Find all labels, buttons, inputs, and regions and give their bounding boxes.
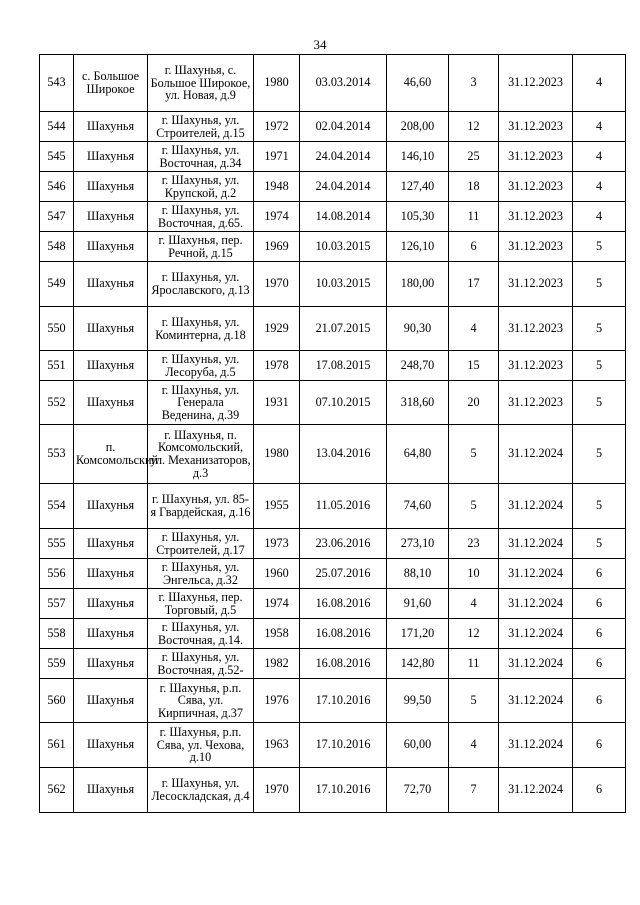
area-cell: 99,50 (387, 679, 449, 723)
table-row (40, 559, 626, 589)
resettlement-deadline-cell: 31.12.2024 (499, 529, 573, 559)
resettlement-deadline-cell: 31.12.2024 (499, 768, 573, 813)
recognition-date-cell: 14.08.2014 (300, 202, 387, 232)
residents-cell: 11 (449, 649, 499, 679)
residents-cell: 3 (449, 55, 499, 112)
build-year-cell: 1960 (254, 559, 300, 589)
residents-cell: 12 (449, 112, 499, 142)
area-cell: 142,80 (387, 649, 449, 679)
area-cell: 208,00 (387, 112, 449, 142)
row-number-cell: 544 (40, 112, 74, 142)
table-row (40, 425, 626, 484)
program-stage-cell: 4 (573, 142, 626, 172)
table-row (40, 723, 626, 768)
table-row (40, 589, 626, 619)
table-row (40, 307, 626, 351)
program-stage-cell: 6 (573, 649, 626, 679)
resettlement-deadline-cell: 31.12.2024 (499, 723, 573, 768)
table-row (40, 112, 626, 142)
settlement-cell: Шахунья (74, 172, 148, 202)
settlement-cell: Шахунья (74, 262, 148, 307)
address-cell: г. Шахунья, с. Большое Широкое, ул. Новая, д.9 (148, 55, 254, 112)
table-row (40, 142, 626, 172)
resettlement-deadline-cell: 31.12.2023 (499, 351, 573, 381)
build-year-cell: 1971 (254, 142, 300, 172)
program-stage-cell: 6 (573, 619, 626, 649)
table-row (40, 484, 626, 529)
resettlement-deadline-cell: 31.12.2024 (499, 425, 573, 484)
recognition-date-cell: 11.05.2016 (300, 484, 387, 529)
recognition-date-cell: 24.04.2014 (300, 142, 387, 172)
address-cell: г. Шахунья, пер. Речной, д.15 (148, 232, 254, 262)
area-cell: 146,10 (387, 142, 449, 172)
program-stage-cell: 4 (573, 112, 626, 142)
settlement-cell: Шахунья (74, 529, 148, 559)
resettlement-deadline-cell: 31.12.2023 (499, 381, 573, 425)
resettlement-deadline-cell: 31.12.2023 (499, 142, 573, 172)
address-cell: г. Шахунья, пер. Торговый, д.5 (148, 589, 254, 619)
table-row (40, 262, 626, 307)
settlement-cell: Шахунья (74, 649, 148, 679)
row-number-cell: 546 (40, 172, 74, 202)
recognition-date-cell: 03.03.2014 (300, 55, 387, 112)
area-cell: 90,30 (387, 307, 449, 351)
recognition-date-cell: 02.04.2014 (300, 112, 387, 142)
recognition-date-cell: 21.07.2015 (300, 307, 387, 351)
table-row (40, 381, 626, 425)
row-number-cell: 558 (40, 619, 74, 649)
resettlement-deadline-cell: 31.12.2024 (499, 619, 573, 649)
recognition-date-cell: 10.03.2015 (300, 232, 387, 262)
table-row (40, 351, 626, 381)
row-number-cell: 555 (40, 529, 74, 559)
settlement-cell: Шахунья (74, 351, 148, 381)
table-row (40, 202, 626, 232)
residents-cell: 25 (449, 142, 499, 172)
row-number-cell: 543 (40, 55, 74, 112)
program-stage-cell: 6 (573, 768, 626, 813)
table-body (40, 55, 626, 813)
build-year-cell: 1980 (254, 55, 300, 112)
resettlement-deadline-cell: 31.12.2024 (499, 559, 573, 589)
build-year-cell: 1974 (254, 589, 300, 619)
build-year-cell: 1931 (254, 381, 300, 425)
resettlement-deadline-cell: 31.12.2023 (499, 202, 573, 232)
residents-cell: 5 (449, 484, 499, 529)
residents-cell: 20 (449, 381, 499, 425)
address-cell: г. Шахунья, ул. Лесоруба, д.5 (148, 351, 254, 381)
address-cell: г. Шахунья, ул. Восточная, д.34 (148, 142, 254, 172)
program-stage-cell: 5 (573, 381, 626, 425)
table-row (40, 55, 626, 112)
resettlement-deadline-cell: 31.12.2023 (499, 112, 573, 142)
address-cell: г. Шахунья, ул. Энгельса, д.32 (148, 559, 254, 589)
resettlement-deadline-cell: 31.12.2023 (499, 307, 573, 351)
recognition-date-cell: 17.08.2015 (300, 351, 387, 381)
residents-cell: 4 (449, 723, 499, 768)
build-year-cell: 1982 (254, 649, 300, 679)
settlement-cell: Шахунья (74, 768, 148, 813)
row-number-cell: 557 (40, 589, 74, 619)
address-cell: г. Шахунья, р.п. Сява, ул. Чехова, д.10 (148, 723, 254, 768)
residents-cell: 4 (449, 589, 499, 619)
table-row (40, 529, 626, 559)
table-row (40, 768, 626, 813)
area-cell: 64,80 (387, 425, 449, 484)
resettlement-deadline-cell: 31.12.2023 (499, 172, 573, 202)
row-number-cell: 559 (40, 649, 74, 679)
residents-cell: 12 (449, 619, 499, 649)
build-year-cell: 1955 (254, 484, 300, 529)
program-stage-cell: 5 (573, 232, 626, 262)
residents-cell: 23 (449, 529, 499, 559)
settlement-cell: Шахунья (74, 679, 148, 723)
address-cell: г. Шахунья, ул. 85-я Гвардейская, д.16 (148, 484, 254, 529)
recognition-date-cell: 24.04.2014 (300, 172, 387, 202)
address-cell: г. Шахунья, п. Комсомольский, ул. Механизаторов, д.3 (148, 425, 254, 484)
recognition-date-cell: 16.08.2016 (300, 589, 387, 619)
area-cell: 91,60 (387, 589, 449, 619)
settlement-cell: Шахунья (74, 619, 148, 649)
residents-cell: 15 (449, 351, 499, 381)
table-row (40, 172, 626, 202)
address-cell: г. Шахунья, ул. Крупской, д.2 (148, 172, 254, 202)
program-stage-cell: 4 (573, 172, 626, 202)
program-stage-cell: 5 (573, 307, 626, 351)
row-number-cell: 551 (40, 351, 74, 381)
residents-cell: 5 (449, 425, 499, 484)
area-cell: 273,10 (387, 529, 449, 559)
row-number-cell: 562 (40, 768, 74, 813)
settlement-cell: Шахунья (74, 484, 148, 529)
area-cell: 74,60 (387, 484, 449, 529)
settlement-cell: Шахунья (74, 381, 148, 425)
resettlement-deadline-cell: 31.12.2024 (499, 484, 573, 529)
address-cell: г. Шахунья, ул. Лесоскладская, д.4 (148, 768, 254, 813)
housing-registry-table (39, 54, 626, 813)
build-year-cell: 1974 (254, 202, 300, 232)
build-year-cell: 1948 (254, 172, 300, 202)
row-number-cell: 560 (40, 679, 74, 723)
build-year-cell: 1969 (254, 232, 300, 262)
build-year-cell: 1972 (254, 112, 300, 142)
settlement-cell: с. Большое Широкое (74, 55, 148, 112)
page-number: 34 (313, 37, 327, 52)
area-cell: 105,30 (387, 202, 449, 232)
program-stage-cell: 6 (573, 589, 626, 619)
settlement-cell: Шахунья (74, 559, 148, 589)
residents-cell: 4 (449, 307, 499, 351)
resettlement-deadline-cell: 31.12.2024 (499, 649, 573, 679)
address-cell: г. Шахунья, ул. Строителей, д.15 (148, 112, 254, 142)
residents-cell: 11 (449, 202, 499, 232)
settlement-cell: Шахунья (74, 232, 148, 262)
build-year-cell: 1980 (254, 425, 300, 484)
resettlement-deadline-cell: 31.12.2023 (499, 55, 573, 112)
program-stage-cell: 6 (573, 559, 626, 589)
settlement-cell: Шахунья (74, 112, 148, 142)
settlement-cell: Шахунья (74, 202, 148, 232)
residents-cell: 7 (449, 768, 499, 813)
row-number-cell: 547 (40, 202, 74, 232)
program-stage-cell: 4 (573, 55, 626, 112)
resettlement-deadline-cell: 31.12.2024 (499, 589, 573, 619)
program-stage-cell: 6 (573, 723, 626, 768)
settlement-cell: Шахунья (74, 307, 148, 351)
recognition-date-cell: 17.10.2016 (300, 679, 387, 723)
program-stage-cell: 5 (573, 262, 626, 307)
build-year-cell: 1958 (254, 619, 300, 649)
area-cell: 180,00 (387, 262, 449, 307)
area-cell: 126,10 (387, 232, 449, 262)
build-year-cell: 1963 (254, 723, 300, 768)
settlement-cell: Шахунья (74, 589, 148, 619)
area-cell: 171,20 (387, 619, 449, 649)
area-cell: 248,70 (387, 351, 449, 381)
resettlement-deadline-cell: 31.12.2024 (499, 679, 573, 723)
recognition-date-cell: 17.10.2016 (300, 768, 387, 813)
residents-cell: 5 (449, 679, 499, 723)
table-row (40, 679, 626, 723)
area-cell: 318,60 (387, 381, 449, 425)
settlement-cell: Шахунья (74, 723, 148, 768)
settlement-cell: п. Комсомольский (74, 425, 148, 484)
table-row (40, 619, 626, 649)
residents-cell: 17 (449, 262, 499, 307)
program-stage-cell: 6 (573, 679, 626, 723)
program-stage-cell: 5 (573, 529, 626, 559)
residents-cell: 6 (449, 232, 499, 262)
address-cell: г. Шахунья, р.п. Сява, ул. Кирпичная, д.37 (148, 679, 254, 723)
table-row (40, 649, 626, 679)
build-year-cell: 1970 (254, 262, 300, 307)
area-cell: 88,10 (387, 559, 449, 589)
recognition-date-cell: 17.10.2016 (300, 723, 387, 768)
address-cell: г. Шахунья, ул. Коминтерна, д.18 (148, 307, 254, 351)
row-number-cell: 549 (40, 262, 74, 307)
recognition-date-cell: 25.07.2016 (300, 559, 387, 589)
table-row (40, 232, 626, 262)
program-stage-cell: 5 (573, 425, 626, 484)
resettlement-deadline-cell: 31.12.2023 (499, 232, 573, 262)
row-number-cell: 550 (40, 307, 74, 351)
row-number-cell: 552 (40, 381, 74, 425)
settlement-cell: Шахунья (74, 142, 148, 172)
address-cell: г. Шахунья, ул. Восточная, д.52- (148, 649, 254, 679)
recognition-date-cell: 07.10.2015 (300, 381, 387, 425)
recognition-date-cell: 23.06.2016 (300, 529, 387, 559)
area-cell: 46,60 (387, 55, 449, 112)
recognition-date-cell: 13.04.2016 (300, 425, 387, 484)
address-cell: г. Шахунья, ул. Восточная, д.14. (148, 619, 254, 649)
row-number-cell: 561 (40, 723, 74, 768)
residents-cell: 18 (449, 172, 499, 202)
address-cell: г. Шахунья, ул. Генерала Веденина, д.39 (148, 381, 254, 425)
address-cell: г. Шахунья, ул. Восточная, д.65. (148, 202, 254, 232)
build-year-cell: 1929 (254, 307, 300, 351)
address-cell: г. Шахунья, ул. Строителей, д.17 (148, 529, 254, 559)
resettlement-deadline-cell: 31.12.2023 (499, 262, 573, 307)
recognition-date-cell: 10.03.2015 (300, 262, 387, 307)
area-cell: 60,00 (387, 723, 449, 768)
program-stage-cell: 4 (573, 202, 626, 232)
build-year-cell: 1973 (254, 529, 300, 559)
area-cell: 127,40 (387, 172, 449, 202)
address-cell: г. Шахунья, ул. Ярославского, д.13 (148, 262, 254, 307)
row-number-cell: 553 (40, 425, 74, 484)
recognition-date-cell: 16.08.2016 (300, 619, 387, 649)
row-number-cell: 556 (40, 559, 74, 589)
build-year-cell: 1970 (254, 768, 300, 813)
program-stage-cell: 5 (573, 351, 626, 381)
row-number-cell: 554 (40, 484, 74, 529)
row-number-cell: 548 (40, 232, 74, 262)
area-cell: 72,70 (387, 768, 449, 813)
recognition-date-cell: 16.08.2016 (300, 649, 387, 679)
row-number-cell: 545 (40, 142, 74, 172)
residents-cell: 10 (449, 559, 499, 589)
build-year-cell: 1976 (254, 679, 300, 723)
build-year-cell: 1978 (254, 351, 300, 381)
program-stage-cell: 5 (573, 484, 626, 529)
